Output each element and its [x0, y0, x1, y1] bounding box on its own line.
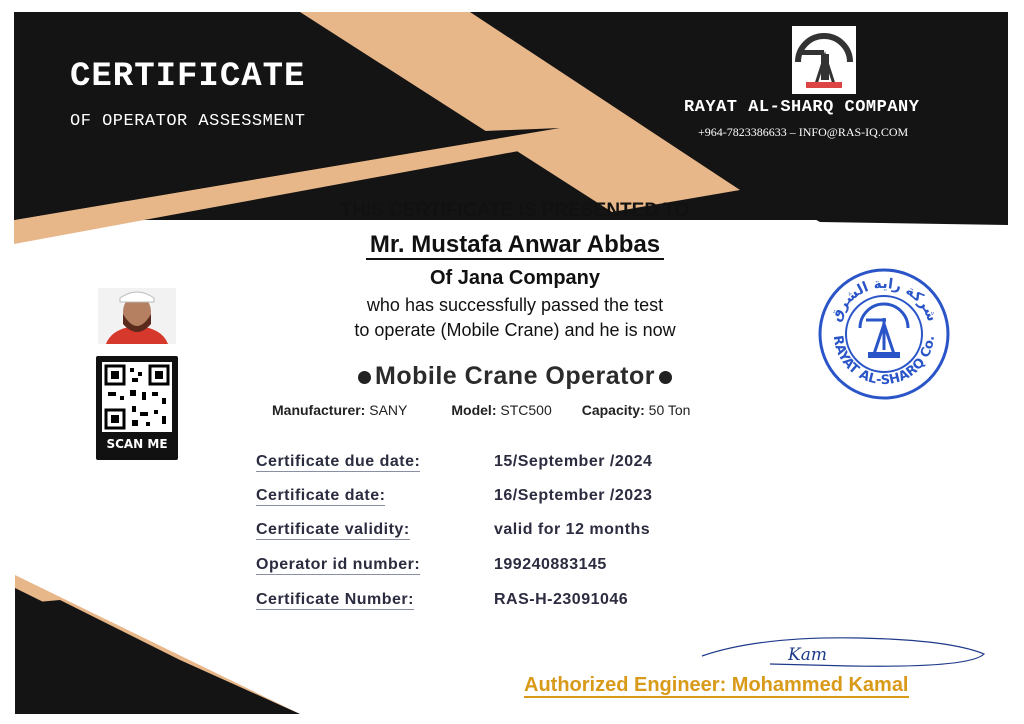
- company-stamp: [816, 266, 952, 402]
- operator-photo: [98, 288, 176, 344]
- passed-text-line-2: to operate (Mobile Crane) and he is now: [354, 320, 676, 340]
- recipient-company: Of Jana Company: [429, 267, 601, 289]
- company-name: RAYAT AL-SHARQ COMPANY: [684, 98, 920, 117]
- due-date-value: 15/September /2024: [494, 453, 653, 470]
- certificate-number-label: Certificate Number:: [256, 591, 414, 608]
- presented-heading: THIS CERTIFICATE IS PRESENTED TO: [340, 200, 690, 221]
- recipient-name: [220, 231, 810, 259]
- manufacturer-label: Manufacturer:: [272, 402, 366, 418]
- operator-id-value: 199240883145: [494, 556, 607, 573]
- certificate-date-value: 16/September /2023: [494, 487, 653, 504]
- engineer-signature: [700, 634, 990, 674]
- due-date-label: Certificate due date:: [256, 453, 421, 470]
- certificate-title: CERTIFICATE: [70, 58, 306, 96]
- certificate-number-value: RAS-H-23091046: [494, 591, 629, 608]
- operator-role: [220, 362, 810, 391]
- model-value: STC500: [500, 402, 552, 418]
- qr-code[interactable]: [96, 356, 178, 460]
- manufacturer-value: SANY: [369, 402, 408, 418]
- passed-text-line-1: who has successfully passed the test: [366, 295, 664, 315]
- equipment-specs: [272, 402, 690, 418]
- capacity-label: Capacity:: [581, 402, 645, 418]
- authorized-engineer-text: Authorized Engineer: Mohammed Kamal: [524, 674, 909, 696]
- stamp-top-text: شركة راية الشرق: [827, 275, 941, 324]
- bullet-icon: [358, 371, 371, 384]
- recipient-name-text: Mr. Mustafa Anwar Abbas: [366, 231, 664, 260]
- validity-label: Certificate validity:: [256, 521, 410, 538]
- model-label: Model:: [451, 402, 497, 418]
- company-contact: +964-7823386633 – INFO@RAS-IQ.COM: [698, 125, 909, 139]
- capacity-value: 50 Ton: [648, 402, 691, 418]
- operator-role-text: Mobile Crane Operator: [375, 362, 655, 390]
- stamp-bottom-text: RAYAT AL-SHARQ Co.: [829, 334, 939, 389]
- certificate-subtitle: OF OPERATOR ASSESSMENT: [70, 112, 306, 131]
- company-logo-icon: [792, 26, 856, 94]
- qr-code-icon: [102, 362, 172, 432]
- operator-id-label: Operator id number:: [256, 556, 421, 573]
- signature-handwriting: Kam: [788, 645, 827, 665]
- authorized-engineer: [524, 674, 909, 697]
- qr-scan-label: SCAN ME: [106, 437, 168, 451]
- certificate-date-label: Certificate date:: [256, 487, 386, 504]
- bullet-icon: [659, 371, 672, 384]
- validity-value: valid for 12 months: [494, 521, 651, 538]
